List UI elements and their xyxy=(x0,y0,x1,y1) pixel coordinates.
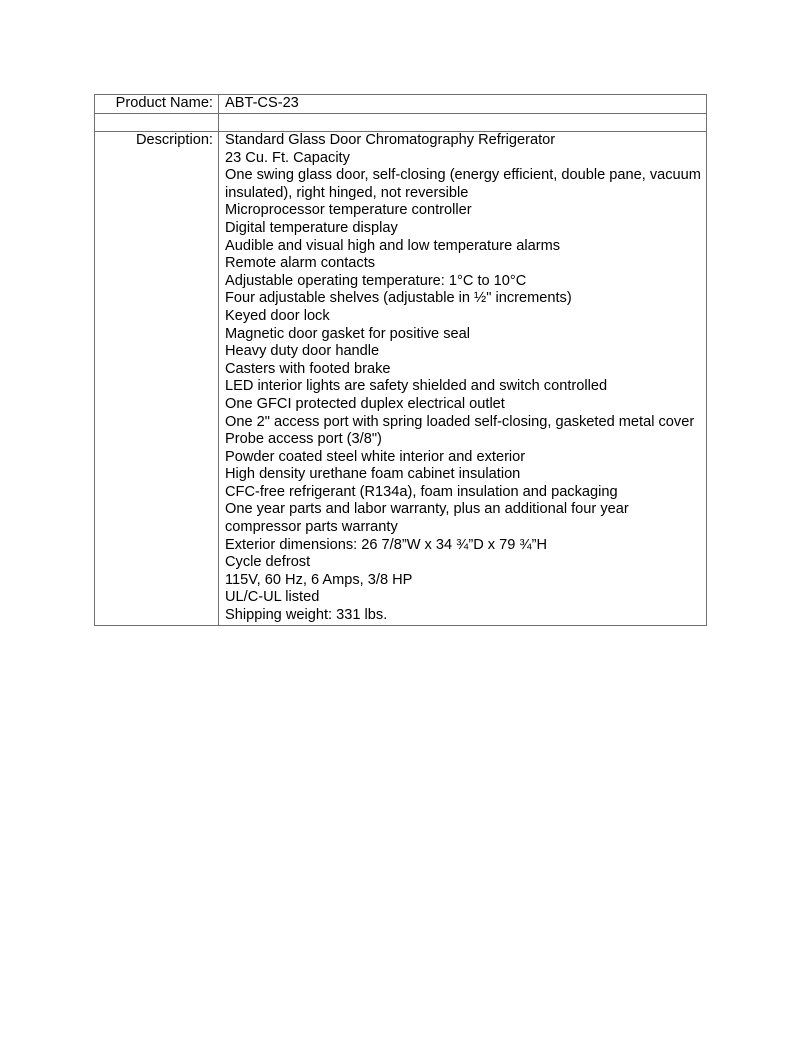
spacer-value-cell xyxy=(219,114,707,132)
spacer-row xyxy=(95,114,707,132)
description-line: Cycle defrost xyxy=(225,554,311,571)
description-line: High density urethane foam cabinet insulation xyxy=(225,466,521,483)
description-line: Audible and visual high and low temperature alarms xyxy=(225,237,561,254)
description-line: UL/C-UL listed xyxy=(225,589,320,606)
description-line: Standard Glass Door Chromatography Refrigerator xyxy=(225,132,556,148)
description-line: One swing glass door, self-closing (energy efficient, double pane, vacuum insulated), right hinged, not reversible xyxy=(225,167,701,201)
description-line: Probe access port (3/8") xyxy=(225,431,382,448)
spacer-label-cell xyxy=(95,114,219,132)
description-line: Microprocessor temperature controller xyxy=(225,202,472,219)
description-line: Digital temperature display xyxy=(225,219,398,236)
description-label: Description: xyxy=(95,132,219,626)
description-value xyxy=(219,132,707,626)
description-line: One GFCI protected duplex electrical outlet xyxy=(225,395,505,412)
description-line: CFC-free refrigerant (R134a), foam insulation and packaging xyxy=(225,483,618,500)
description-line: Exterior dimensions: 26 7/8”W x 34 ¾”D x 79 ¾”H xyxy=(225,536,547,553)
product-name-row xyxy=(95,95,707,114)
description-line: Shipping weight: 331 lbs. xyxy=(225,607,388,624)
description-line: Magnetic door gasket for positive seal xyxy=(225,325,470,342)
description-line: LED interior lights are safety shielded and switch controlled xyxy=(225,378,608,395)
description-line: Remote alarm contacts xyxy=(225,255,376,272)
product-spec-table xyxy=(94,94,707,626)
description-line: 23 Cu. Ft. Capacity xyxy=(225,149,350,166)
description-line: Heavy duty door handle xyxy=(225,343,380,360)
description-line: Casters with footed brake xyxy=(225,360,391,377)
description-line: 115V, 60 Hz, 6 Amps, 3/8 HP xyxy=(225,571,413,588)
description-line: Powder coated steel white interior and exterior xyxy=(225,448,526,465)
description-line: Adjustable operating temperature: 1°C to 10°C xyxy=(225,272,527,289)
description-line: Four adjustable shelves (adjustable in ½" increments) xyxy=(225,290,572,307)
description-line: Keyed door lock xyxy=(225,307,330,324)
description-line: One 2" access port with spring loaded self-closing, gasketed metal cover xyxy=(225,413,695,430)
description-line: One year parts and labor warranty, plus an additional four year compressor parts warranty xyxy=(225,501,629,536)
description-row xyxy=(95,132,707,626)
product-name-value: ABT-CS-23 xyxy=(219,95,707,114)
product-name-label: Product Name: xyxy=(95,95,219,114)
